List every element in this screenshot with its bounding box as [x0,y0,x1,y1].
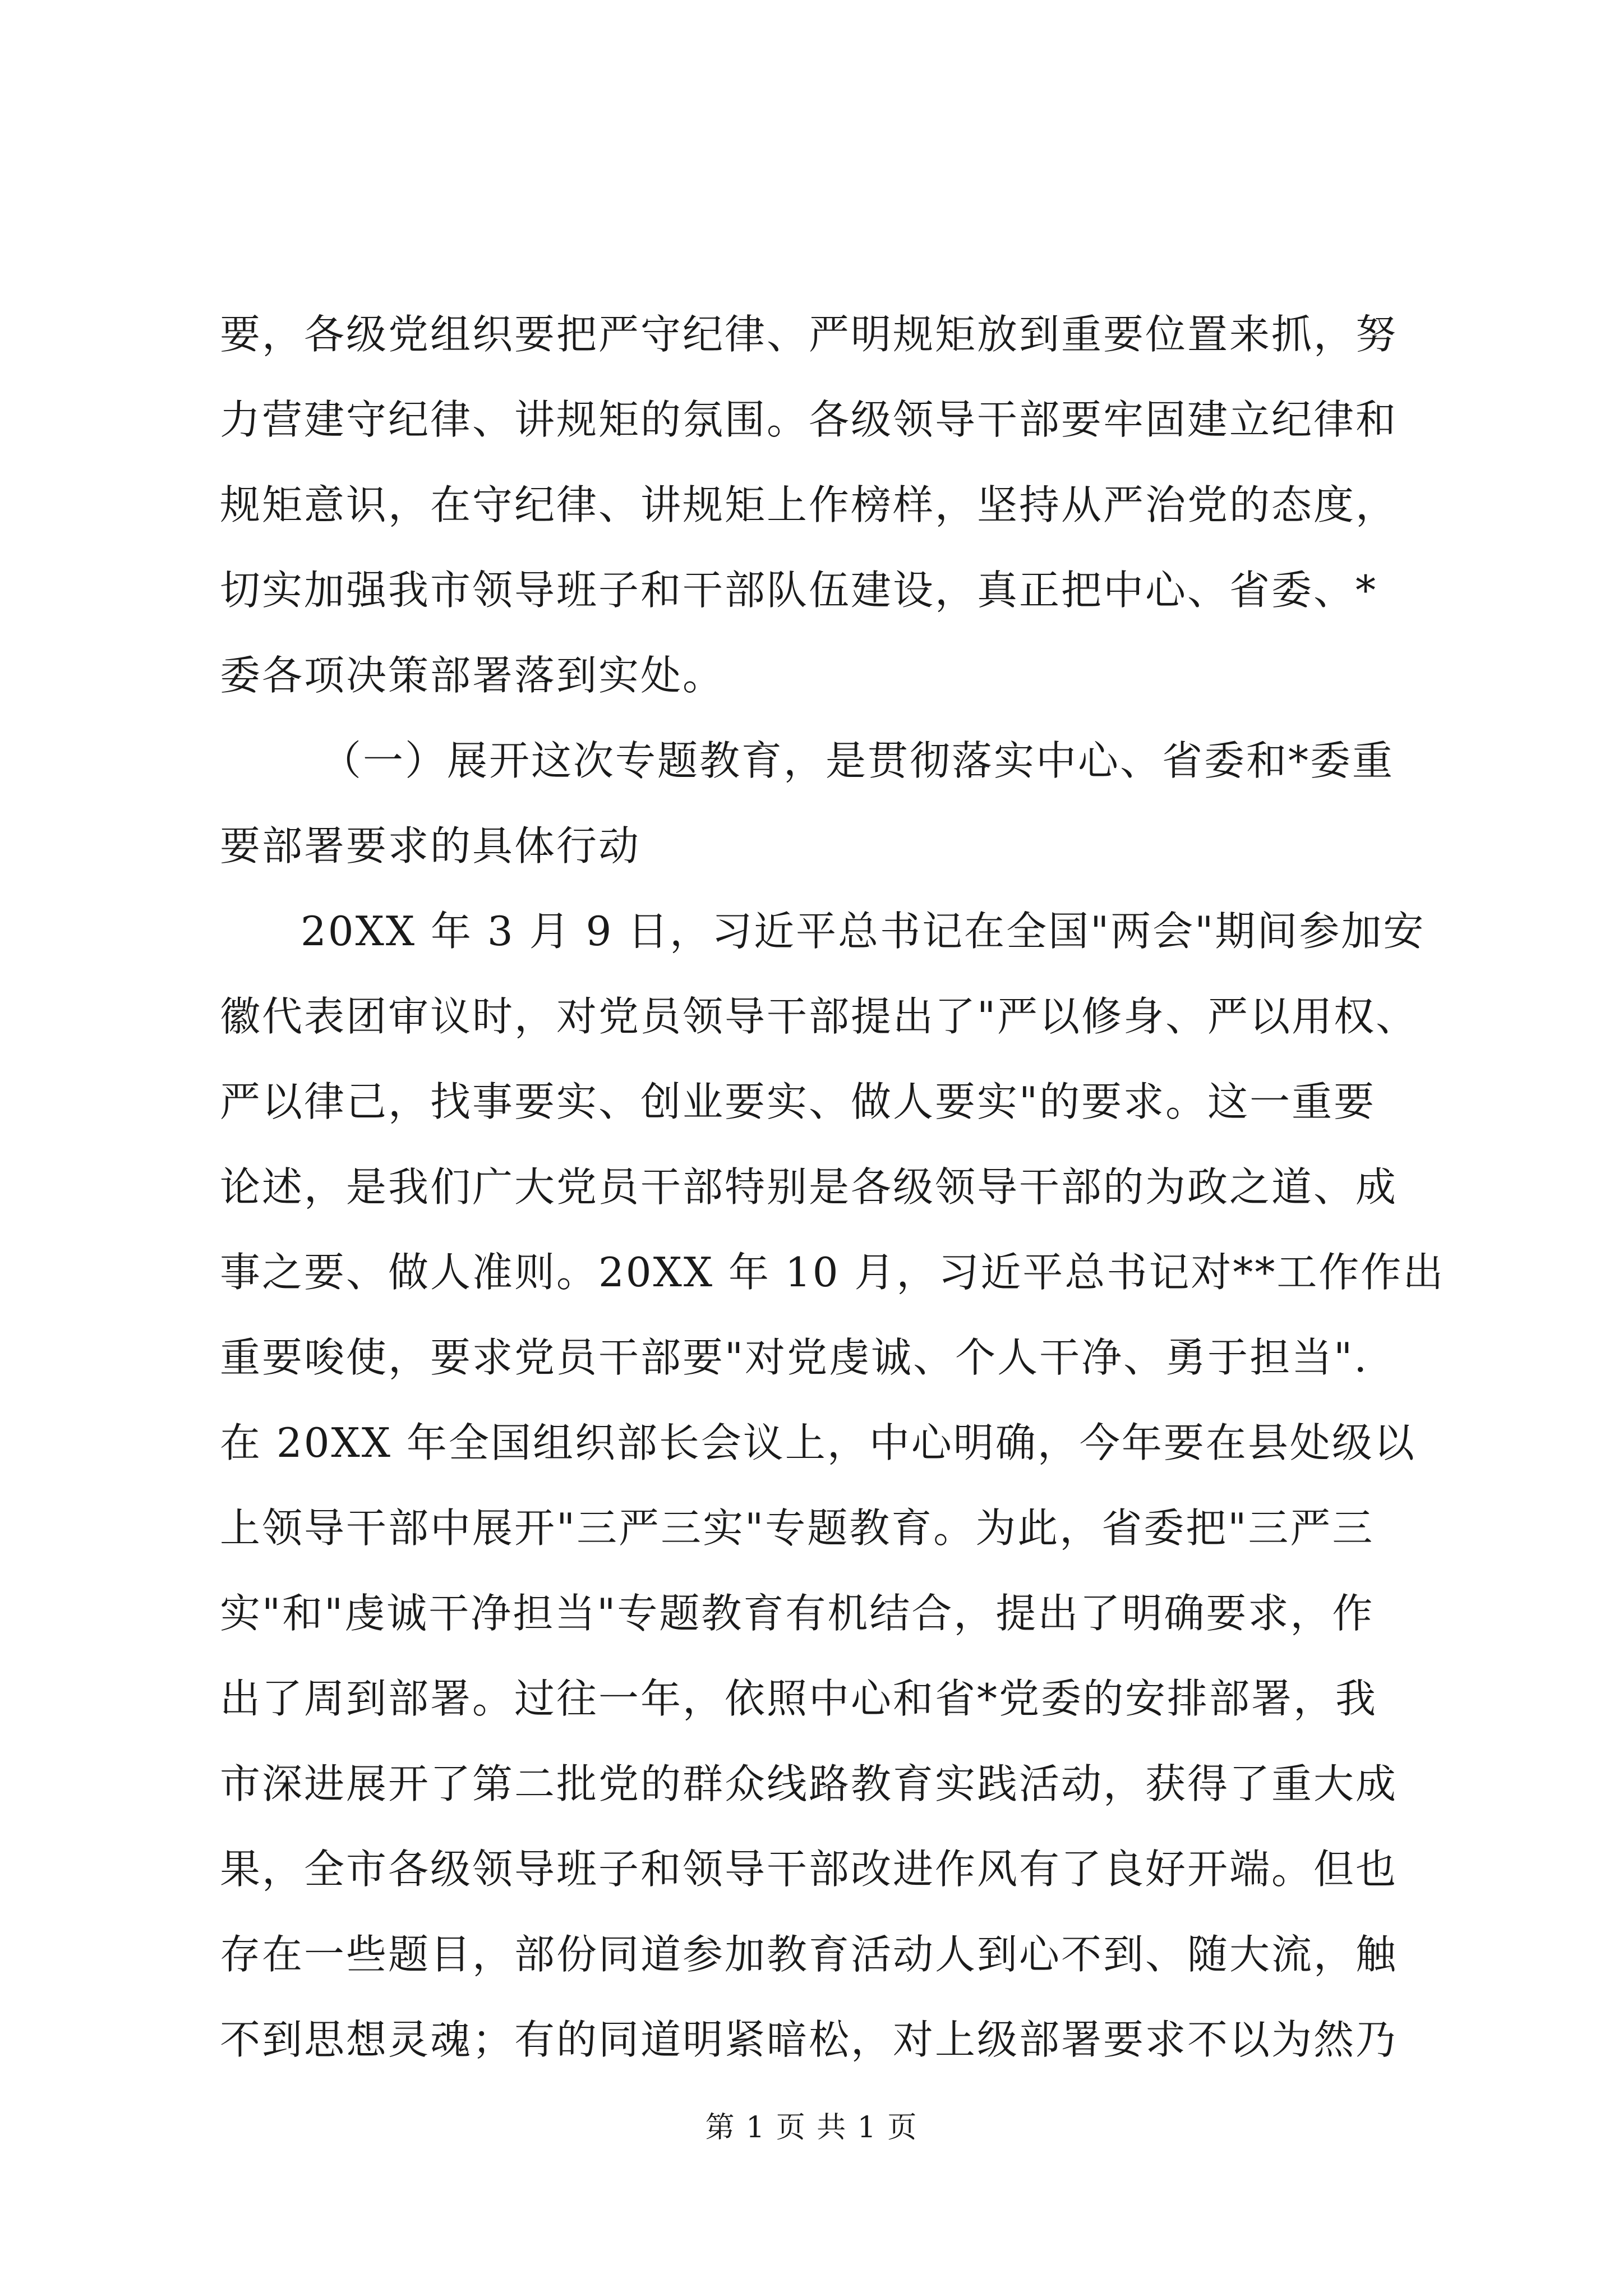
section-heading-line: （一）展开这次专题教育，是贯彻落实中心、省委和*委重 [321,737,1395,784]
text-line: 在 20XX 年全国组织部长会议上，中心明确，今年要在县处级以 [220,1419,1416,1466]
text-line: 力营建守纪律、讲规矩的氛围。各级领导干部要牢固建立纪律和 [220,396,1398,443]
text-line: 存在一些题目，部份同道参加教育活动人到心不到、随大流，触 [220,1931,1398,1978]
text-line: 委各项决策部署落到实处。 [220,652,725,699]
text-line: 要，各级党组织要把严守纪律、严明规矩放到重要位置来抓，努 [220,311,1398,358]
text-line: 事之要、做人准则。20XX 年 10 月，习近平总书记对**工作作出 [220,1249,1445,1296]
text-line: 上领导干部中展开"三严三实"专题教育。为此，省委把"三严三 [220,1504,1375,1552]
text-line: 规矩意识，在守纪律、讲规矩上作榜样，坚持从严治党的态度， [220,481,1398,528]
page-footer: 第 1 页 共 1 页 [705,2111,918,2145]
text-line: 果，全市各级领导班子和领导干部改进作风有了良好开端。但也 [220,1846,1398,1893]
text-line: 切实加强我市领导班子和干部队伍建设，真正把中心、省委、* [220,567,1378,614]
text-line: 实"和"虔诚干净担当"专题教育有机结合，提出了明确要求，作 [220,1590,1375,1637]
section-heading-line: 要部署要求的具体行动 [220,822,641,869]
text-line: 严以律己，找事要实、创业要实、做人要实"的要求。这一重要 [220,1078,1376,1125]
text-line: 重要唆使，要求党员干部要"对党虔诚、个人干净、勇于担当". [220,1334,1369,1381]
text-line: 徽代表团审议时，对党员领导干部提出了"严以修身、严以用权、 [220,993,1418,1040]
text-line: 不到思想灵魂；有的同道明紧暗松，对上级部署要求不以为然乃 [220,2016,1398,2063]
text-line: 市深进展开了第二批党的群众线路教育实践活动，获得了重大成 [220,1760,1398,1807]
text-line: 出了周到部署。过往一年，依照中心和省*党委的安排部署，我 [220,1675,1378,1722]
text-line: 20XX 年 3 月 9 日，习近平总书记在全国"两会"期间参加安 [301,908,1426,955]
document-body [220,292,1445,2082]
text-line: 论述，是我们广大党员干部特别是各级领导干部的为政之道、成 [220,1163,1398,1211]
